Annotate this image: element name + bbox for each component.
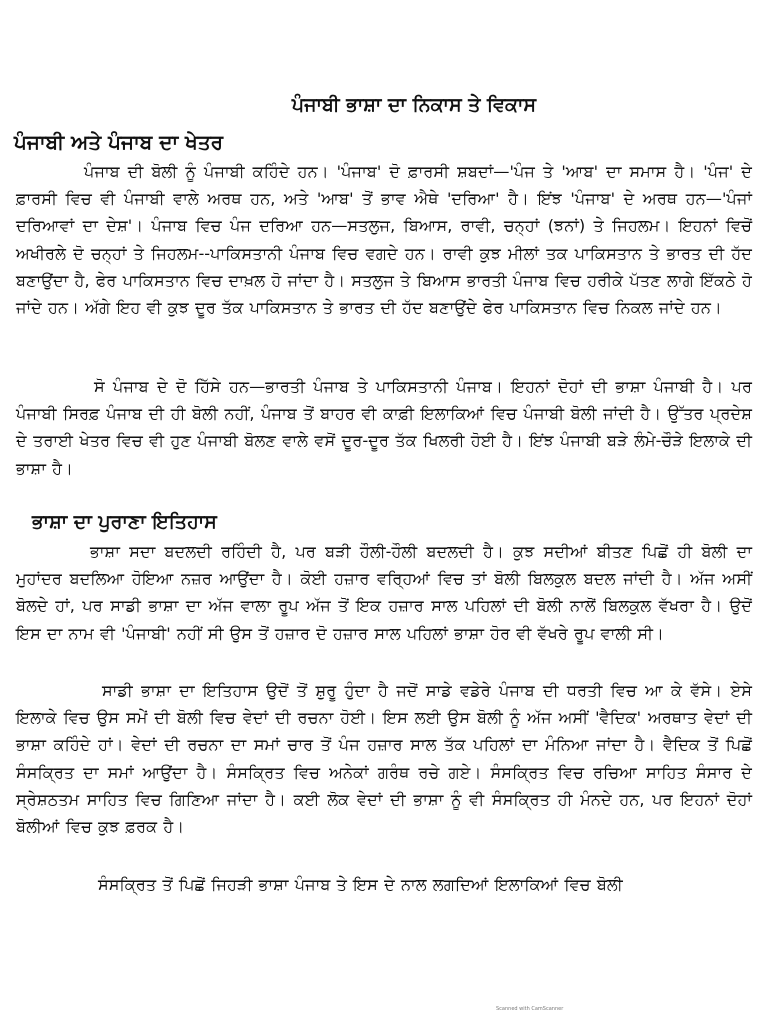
paragraph: ਭਾਸ਼ਾ ਸਦਾ ਬਦਲਦੀ ਰਹਿੰਦੀ ਹੈ, ਪਰ ਬੜੀ ਹੌਲੀ-ਹੌਲੀ ਬਦਲਦੀ ਹੈ। ਕੁਝ ਸਦੀਆਂ ਬੀਤਣ ਪਿਛੋਂ ਹੀ ਬੋਲੀ ਦਾ ਮੁਹਾਂਦਰ ਬਦਲਿਆ ਹੋਇਆ ਨਜ਼ਰ ਆਉਂਦਾ ਹੈ। ਕੋਈ ਹਜ਼ਾਰ ਵਰ੍ਹਿਆਂ ਵਿਚ ਤਾਂ ਬੋਲੀ ਬਿਲਕੁਲ ਬਦਲ ਜਾਂਦੀ ਹੈ। ਅੱਜ ਅਸੀਂ ਬੋਲਦੇ ਹਾਂ, ਪਰ ਸਾਡੀ ਭਾਸ਼ਾ ਦਾ ਅੱਜ ਵਾਲਾ ਰੂਪ ਅੱਜ ਤੋਂ ਇਕ ਹਜ਼ਾਰ ਸਾਲ ਪਹਿਲਾਂ ਦੀ ਬੋਲੀ ਨਾਲੋਂ ਬਿਲਕੁਲ ਵੱਖਰਾ ਹੈ। ਉਦੋਂ ਇਸ ਦਾ ਨਾਮ ਵੀ 'ਪੰਜਾਬੀ' ਨਹੀਂ ਸੀ ਉਸ ਤੋਂ ਹਜ਼ਾਰ ਦੋ ਹਜ਼ਾਰ ਸਾਲ ਪਹਿਲਾਂ ਭਾਸ਼ਾ ਹੋਰ ਵੀ ਵੱਖਰੇ ਰੂਪ ਵਾਲੀ ਸੀ। bbox=[16, 542, 752, 643]
paragraph: ਸੰਸਕ੍ਰਿਤ ਤੋਂ ਪਿਛੋਂ ਜਿਹੜੀ ਭਾਸ਼ਾ ਪੰਜਾਬ ਤੇ ਇਸ ਦੇ ਨਾਲ ਲਗਦਿਆਂ ਇਲਾਕਿਆਂ ਵਿਚ ਬੋਲੀ bbox=[98, 875, 623, 894]
paragraph: ਪੰਜਾਬ ਦੀ ਬੋਲੀ ਨੂੰ ਪੰਜਾਬੀ ਕਹਿੰਦੇ ਹਨ। 'ਪੰਜਾਬ' ਦੋ ਫ਼ਾਰਸੀ ਸ਼ਬਦਾਂ—'ਪੰਜ ਤੇ 'ਆਬ' ਦਾ ਸਮਾਸ ਹੈ। 'ਪੰਜ' ਦੇ ਫ਼ਾਰਸੀ ਵਿਚ ਵੀ ਪੰਜਾਬੀ ਵਾਲੇ ਅਰਥ ਹਨ, ਅਤੇ 'ਆਬ' ਤੋਂ ਭਾਵ ਐਥੇ 'ਦਰਿਆ' ਹੈ। ਇਂਝ 'ਪੰਜਾਬ' ਦੇ ਅਰਥ ਹਨ—'ਪੰਜਾਂ ਦਰਿਆਵਾਂ ਦਾ ਦੇਸ਼'। ਪੰਜਾਬ ਵਿਚ ਪੰਜ ਦਰਿਆ ਹਨ—ਸਤਲੁਜ, ਬਿਆਸ, ਰਾਵੀ, ਚਨ੍ਹਾਂ (ਝਨਾਂ) ਤੇ ਜਿਹਲਮ। ਇਹਨਾਂ ਵਿਚੋਂ ਅਖੀਰਲੇ ਦੋ ਚਨ੍ਹਾਂ ਤੇ ਜਿਹਲਮ--ਪਾਕਿਸਤਾਨੀ ਪੰਜਾਬ ਵਿਚ ਵਗਦੇ ਹਨ। ਰਾਵੀ ਕੁਝ ਮੀਲਾਂ ਤਕ ਪਾਕਿਸਤਾਨ ਤੇ ਭਾਰਤ ਦੀ ਹੱਦ ਬਣਾਉਂਦਾ ਹੈ, ਫੇਰ ਪਾਕਿਸਤਾਨ ਵਿਚ ਦਾਖ਼ਲ ਹੋ ਜਾਂਦਾ ਹੈ। ਸਤਲੁਜ ਤੇ ਬਿਆਸ ਭਾਰਤੀ ਪੰਜਾਬ ਵਿਚ ਹਰੀਕੇ ਪੱਤਣ ਲਾਗੇ ਇੱਕਠੇ ਹੋ ਜਾਂਦੇ ਹਨ। ਅੱਗੇ ਇਹ ਵੀ ਕੁਝ ਦੂਰ ਤੱਕ ਪਾਕਿਸਤਾਨ ਤੇ ਭਾਰਤ ਦੀ ਹੱਦ ਬਣਾਉਂਦੇ ਫੇਰ ਪਾਕਿਸਤਾਨ ਵਿਚ ਨਿਕਲ ਜਾਂਦੇ ਹਨ। bbox=[16, 162, 752, 318]
section-heading-language-history: ਭਾਸ਼ਾ ਦਾ ਪੁਰਾਣਾ ਇਤਿਹਾਸ bbox=[32, 511, 217, 533]
scanner-watermark: Scanned with CamScanner bbox=[496, 1006, 564, 1012]
paragraph: ਸਾਡੀ ਭਾਸ਼ਾ ਦਾ ਇਤਿਹਾਸ ਉਦੋਂ ਤੋਂ ਸ਼ੁਰੂ ਹੁੰਦਾ ਹੈ ਜਦੋਂ ਸਾਡੇ ਵਡੇਰੇ ਪੰਜਾਬ ਦੀ ਧਰਤੀ ਵਿਚ ਆ ਕੇ ਵੱਸੇ। ਏਸੇ ਇਲਾਕੇ ਵਿਚ ਉਸ ਸਮੇਂ ਦੀ ਬੋਲੀ ਵਿਚ ਵੇਦਾਂ ਦੀ ਰਚਨਾ ਹੋਈ। ਇਸ ਲਈ ਉਸ ਬੋਲੀ ਨੂੰ ਅੱਜ ਅਸੀਂ 'ਵੈਦਿਕ' ਅਰਥਾਤ ਵੇਦਾਂ ਦੀ ਭਾਸ਼ਾ ਕਹਿੰਦੇ ਹਾਂ। ਵੇਦਾਂ ਦੀ ਰਚਨਾ ਦਾ ਸਮਾਂ ਚਾਰ ਤੋਂ ਪੰਜ ਹਜ਼ਾਰ ਸਾਲ ਤੱਕ ਪਹਿਲਾਂ ਦਾ ਮੰਨਿਆ ਜਾਂਦਾ ਹੈ। ਵੈਦਿਕ ਤੋਂ ਪਿਛੋਂ ਸੰਸਕ੍ਰਿਤ ਦਾ ਸਮਾਂ ਆਉਂਦਾ ਹੈ। ਸੰਸਕ੍ਰਿਤ ਵਿਚ ਅਨੇਕਾਂ ਗਰੰਥ ਰਚੇ ਗਏ। ਸੰਸਕ੍ਰਿਤ ਵਿਚ ਰਚਿਆ ਸਾਹਿਤ ਸੰਸਾਰ ਦੇ ਸ੍ਰੇਸ਼ਠਤਮ ਸਾਹਿਤ ਵਿਚ ਗਿਣਿਆ ਜਾਂਦਾ ਹੈ। ਕਈ ਲੋਕ ਵੇਦਾਂ ਦੀ ਭਾਸ਼ਾ ਨੂੰ ਵੀ ਸੰਸਕ੍ਰਿਤ ਹੀ ਮੰਨਦੇ ਹਨ, ਪਰ ਇਹਨਾਂ ਦੋਹਾਂ ਬੋਲੀਆਂ ਵਿਚ ਕੁਝ ਫ਼ਰਕ ਹੈ। bbox=[16, 681, 752, 837]
section-heading-punjabi-region: ਪੰਜਾਬੀ ਅਤੇ ਪੰਜਾਬ ਦਾ ਖੇਤਰ bbox=[14, 130, 224, 154]
paragraph: ਸੋ ਪੰਜਾਬ ਦੇ ਦੋ ਹਿੱਸੇ ਹਨ—ਭਾਰਤੀ ਪੰਜਾਬ ਤੇ ਪਾਕਿਸਤਾਨੀ ਪੰਜਾਬ। ਇਹਨਾਂ ਦੋਹਾਂ ਦੀ ਭਾਸ਼ਾ ਪੰਜਾਬੀ ਹੈ। ਪਰ ਪੰਜਾਬੀ ਸਿਰਫ਼ ਪੰਜਾਬ ਦੀ ਹੀ ਬੋਲੀ ਨਹੀਂ, ਪੰਜਾਬ ਤੋਂ ਬਾਹਰ ਵੀ ਕਾਫ਼ੀ ਇਲਾਕਿਆਂ ਵਿਚ ਪੰਜਾਬੀ ਬੋਲੀ ਜਾਂਦੀ ਹੈ। ਉੱਤਰ ਪ੍ਰਦੇਸ਼ ਦੇ ਤਰਾਈ ਖੇਤਰ ਵਿਚ ਵੀ ਹੁਣ ਪੰਜਾਬੀ ਬੋਲਣ ਵਾਲੇ ਵਸੋਂ ਦੂਰ-ਦੂਰ ਤੱਕ ਖਿਲਰੀ ਹੋਈ ਹੈ। ਇਂਝ ਪੰਜਾਬੀ ਬੜੇ ਲੰਮੇ-ਚੌੜੇ ਇਲਾਕੇ ਦੀ ਭਾਸ਼ਾ ਹੈ। bbox=[16, 377, 752, 478]
document-title: ਪੰਜਾਬੀ ਭਾਸ਼ਾ ਦਾ ਨਿਕਾਸ ਤੇ ਵਿਕਾਸ bbox=[291, 94, 537, 116]
